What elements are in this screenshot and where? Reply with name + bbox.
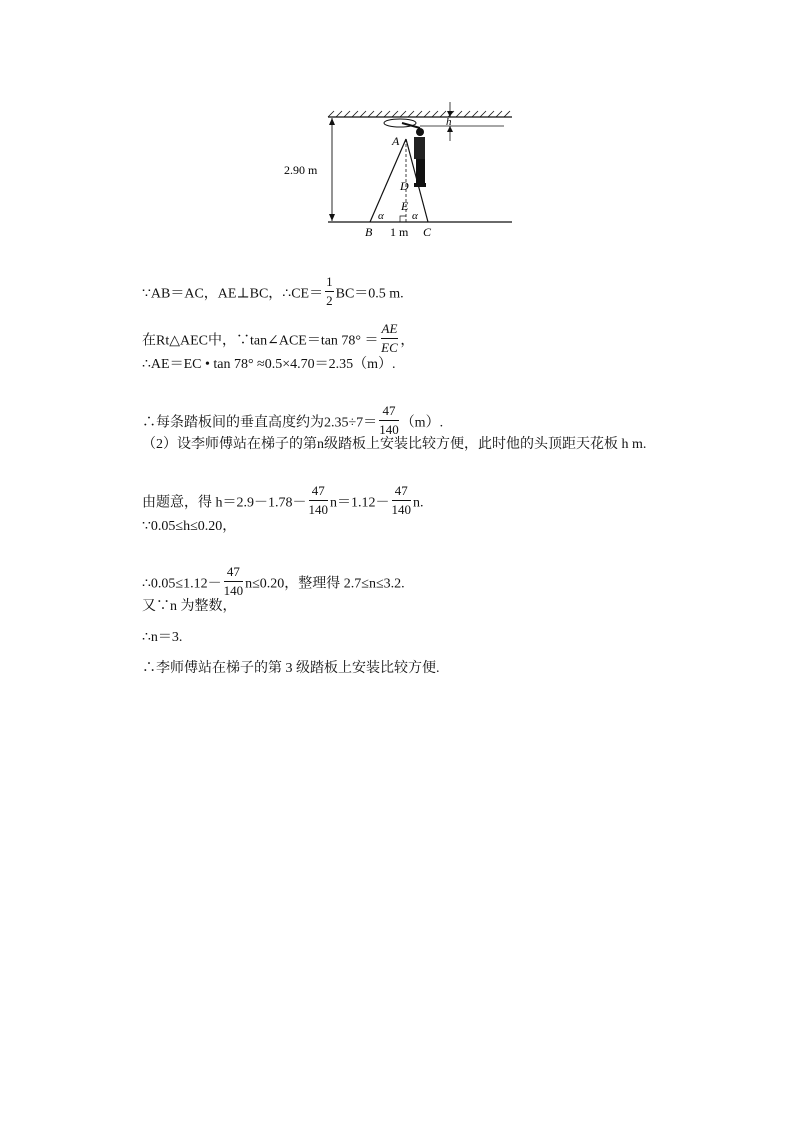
ceiling-hatching bbox=[328, 111, 510, 117]
solution-line: ∵0.05≤h≤0.20， bbox=[142, 519, 237, 534]
solution-line: ∴AE＝EC • tan 78° ≈0.5×4.70＝2.35（m）. bbox=[142, 357, 396, 372]
fraction-numerator: 47 bbox=[309, 482, 329, 501]
solution-line: ∴李师傅站在梯子的第 3 级踏板上安装比较方便. bbox=[142, 661, 440, 676]
line-text: 在Rt△AEC中，∵tan∠ACE＝tan 78° ＝ bbox=[142, 333, 379, 349]
angle-c-label: α bbox=[412, 210, 418, 222]
line-text: n. bbox=[413, 495, 424, 511]
line-text: 由题意，得 h＝2.9－1.78－ bbox=[142, 495, 307, 511]
fraction-numerator: 47 bbox=[392, 482, 412, 501]
fraction-denominator: EC bbox=[381, 340, 398, 355]
fraction-denominator: 140 bbox=[379, 422, 399, 437]
fraction bbox=[381, 320, 399, 357]
line-text: ∴每条踏板间的垂直高度约为2.35÷7＝ bbox=[142, 415, 378, 431]
solution-line bbox=[142, 403, 444, 437]
point-b-label: B bbox=[365, 225, 373, 239]
fraction-numerator: 1 bbox=[325, 273, 334, 292]
fraction-numerator: 47 bbox=[379, 402, 399, 421]
solution-line: 又∵n 为整数， bbox=[142, 599, 237, 614]
right-angle-mark bbox=[400, 216, 406, 222]
gap-label: h bbox=[446, 116, 452, 128]
point-c-label: C bbox=[423, 225, 432, 239]
line-text: n≤0.20，整理得 2.7≤n≤3.2. bbox=[245, 576, 405, 592]
line-text: n＝1.12－ bbox=[330, 495, 390, 511]
fraction-denominator: 140 bbox=[223, 583, 244, 598]
base-label: 1 m bbox=[390, 225, 409, 239]
solution-line bbox=[142, 483, 424, 517]
solution-line bbox=[142, 564, 405, 598]
line-text: ， bbox=[400, 333, 415, 349]
height-label: 2.90 m bbox=[284, 163, 318, 177]
fraction bbox=[392, 482, 412, 519]
line-text: BC＝0.5 m. bbox=[335, 286, 404, 302]
solution-line: ∴n＝3. bbox=[142, 630, 183, 645]
fraction-denominator: 140 bbox=[391, 502, 411, 517]
fraction bbox=[224, 563, 244, 600]
angle-b-label: α bbox=[378, 210, 384, 222]
fraction-numerator: 47 bbox=[224, 563, 244, 582]
fraction bbox=[379, 402, 399, 439]
fraction-denominator: 140 bbox=[308, 502, 328, 517]
geometry-figure bbox=[270, 95, 530, 245]
solution-line bbox=[142, 321, 415, 355]
fraction-numerator: AE bbox=[381, 320, 399, 339]
line-text: ∵AB＝AC，AE⊥BC，∴CE＝ bbox=[142, 286, 324, 302]
point-a-label: A bbox=[392, 134, 400, 148]
fraction-denominator: 2 bbox=[326, 293, 333, 308]
fraction bbox=[325, 273, 334, 310]
arrow-up-icon bbox=[329, 118, 335, 125]
point-d-label: D bbox=[400, 179, 409, 193]
line-text: （m）. bbox=[400, 415, 444, 431]
point-e-label: E bbox=[401, 199, 409, 213]
ladder-diagram bbox=[270, 95, 530, 245]
line-text: ∴0.05≤1.12－ bbox=[142, 576, 222, 592]
solution-line: （2）设李师傅站在梯子的第n级踏板上安装比较方便，此时他的头顶距天花板 h m. bbox=[142, 437, 647, 452]
fraction bbox=[309, 482, 329, 519]
solution-line bbox=[142, 274, 404, 308]
arrow-down-icon bbox=[329, 214, 335, 221]
